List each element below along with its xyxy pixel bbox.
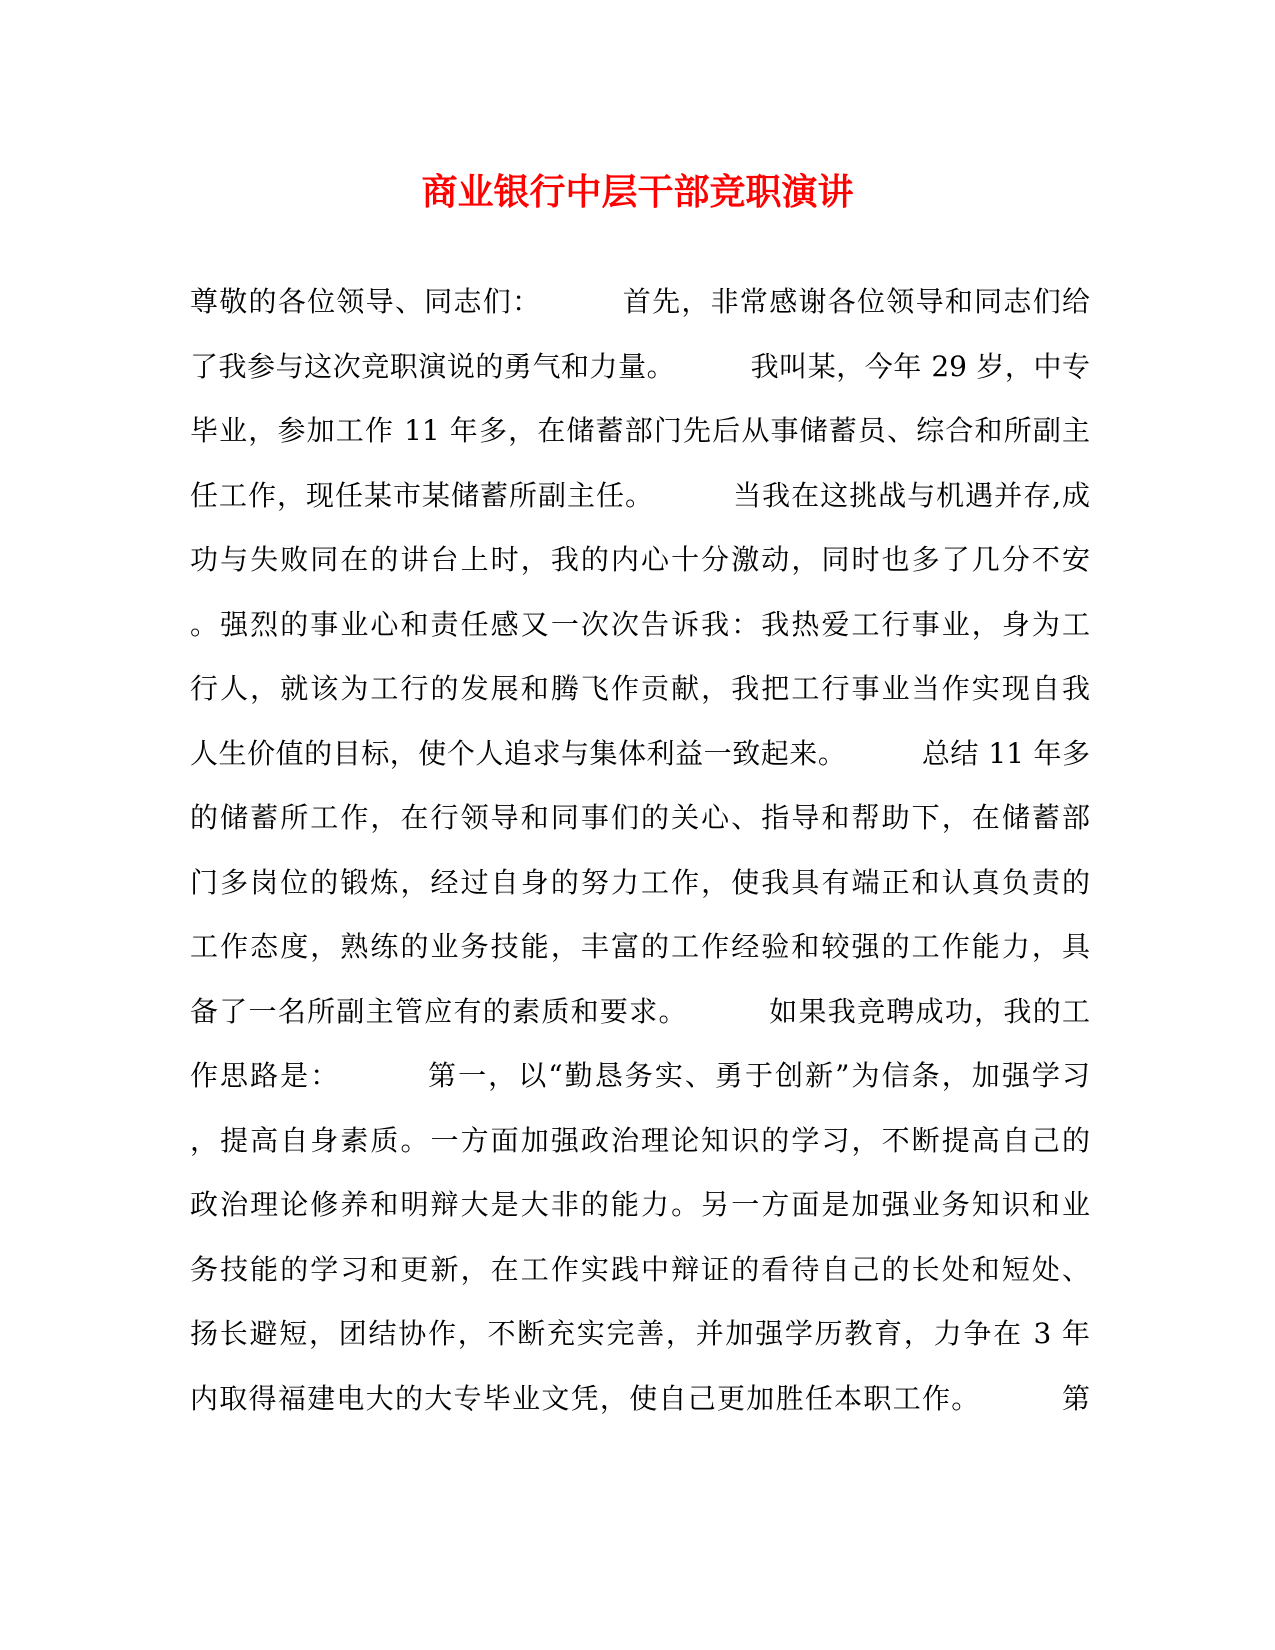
- body-line: 任工作，现任某市某储蓄所副主任。 当我在这挑战与机遇并存,成: [190, 478, 1090, 512]
- body-line: 行人，就该为工行的发展和腾飞作贡献，我把工行事业当作实现自我: [190, 672, 1090, 705]
- body-line: 门多岗位的锻炼，经过自身的努力工作，使我具有端正和认真负责的: [190, 865, 1090, 899]
- body-line: 扬长避短，团结协作，不断充实完善，并加强学历教育，力争在 3 年: [190, 1317, 1090, 1350]
- body-line: 人生价值的目标，使个人追求与集体利益一致起来。 总结 11 年多: [190, 736, 1090, 770]
- body-line: 了我参与这次竞职演说的勇气和力量。 我叫某，今年 29 岁，中专: [190, 349, 1090, 383]
- body-line: 功与失败同在的讲台上时，我的内心十分激动，同时也多了几分不安: [190, 543, 1090, 576]
- body-line: 尊敬的各位领导、同志们： 首先，非常感谢各位领导和同志们给: [190, 285, 1090, 318]
- body-line: 内取得福建电大的大专毕业文凭，使自己更加胜任本职工作。 第: [190, 1381, 1090, 1415]
- body-line: 工作态度，熟练的业务技能，丰富的工作经验和较强的工作能力，具: [190, 930, 1090, 963]
- body-line: ，提高自身素质。一方面加强政治理论知识的学习，不断提高自己的: [190, 1123, 1090, 1157]
- body-line: 作思路是： 第一，以“勤恳务实、勇于创新”为信条，加强学习: [190, 1059, 1090, 1092]
- body-line: 政治理论修养和明辩大是大非的能力。另一方面是加强业务知识和业: [190, 1188, 1090, 1221]
- body-line: 毕业，参加工作 11 年多，在储蓄部门先后从事储蓄员、综合和所副主: [190, 414, 1090, 447]
- body-line: 备了一名所副主管应有的素质和要求。 如果我竞聘成功，我的工: [190, 994, 1090, 1028]
- document-title: 商业银行中层干部竞职演讲: [421, 171, 854, 213]
- document-body: [190, 282, 1090, 1443]
- body-line: 务技能的学习和更新，在工作实践中辩证的看待自己的长处和短处、: [190, 1252, 1090, 1286]
- body-line: 。强烈的事业心和责任感又一次次告诉我：我热爱工行事业，身为工: [190, 607, 1090, 641]
- body-line: 的储蓄所工作，在行领导和同事们的关心、指导和帮助下，在储蓄部: [190, 801, 1090, 834]
